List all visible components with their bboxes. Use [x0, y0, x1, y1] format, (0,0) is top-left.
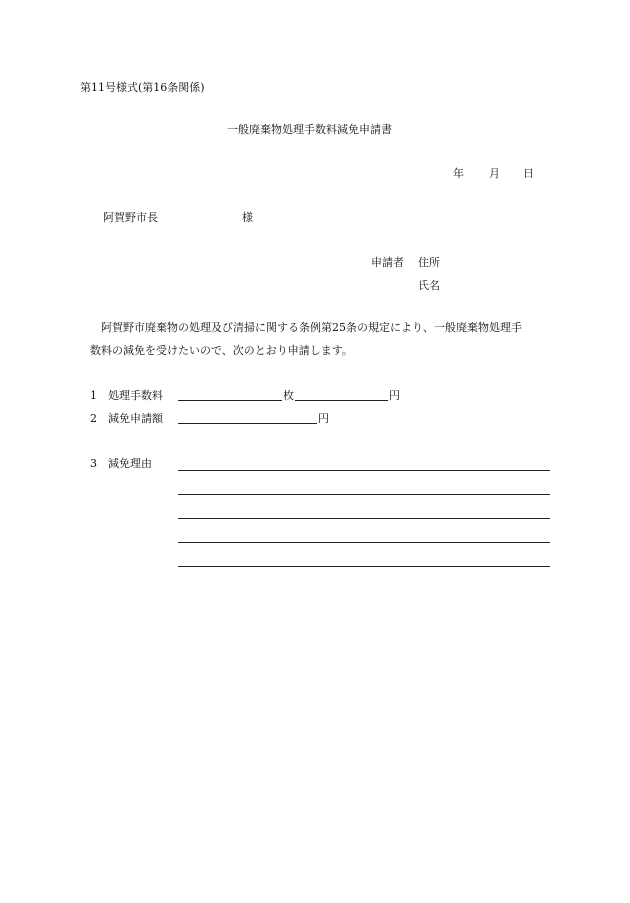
- item-1-sheets-line[interactable]: [178, 400, 282, 401]
- addressee-honorific: 様: [242, 211, 253, 224]
- item-3-number: 3: [90, 457, 97, 470]
- date-month: 月: [489, 167, 500, 180]
- date-year: 年: [453, 167, 464, 180]
- item-2-label: 減免申請額: [108, 412, 163, 425]
- date-day: 日: [523, 167, 534, 180]
- reason-line-3[interactable]: [178, 518, 550, 519]
- reason-line-2[interactable]: [178, 494, 550, 495]
- item-1-label: 処理手数料: [108, 389, 163, 402]
- addressee-name: 阿賀野市長: [103, 211, 158, 224]
- item-3-label: 減免理由: [108, 457, 152, 470]
- item-1-unit-yen: 円: [389, 389, 400, 402]
- item-1-amount-line[interactable]: [295, 400, 388, 401]
- reason-line-5[interactable]: [178, 566, 550, 567]
- reason-line-1[interactable]: [178, 470, 550, 471]
- item-1-number: 1: [90, 389, 97, 402]
- body-text-line-1: 阿賀野市廃棄物の処理及び清掃に関する条例第25条の規定により、一般廃棄物処理手: [101, 321, 522, 334]
- item-2-unit-yen: 円: [318, 412, 329, 425]
- document-title: 一般廃棄物処理手数料減免申請書: [227, 123, 392, 136]
- applicant-address-label: 住所: [418, 256, 440, 269]
- body-text-line-2: 数料の減免を受けたいので、次のとおり申請します。: [90, 344, 353, 357]
- reason-line-4[interactable]: [178, 542, 550, 543]
- item-2-amount-line[interactable]: [178, 423, 317, 424]
- item-2-number: 2: [90, 412, 97, 425]
- item-1-unit-sheets: 枚: [283, 389, 294, 402]
- form-number: 第11号様式(第16条関係): [80, 81, 205, 94]
- applicant-label: 申請者: [371, 256, 404, 269]
- applicant-name-label: 氏名: [418, 279, 440, 292]
